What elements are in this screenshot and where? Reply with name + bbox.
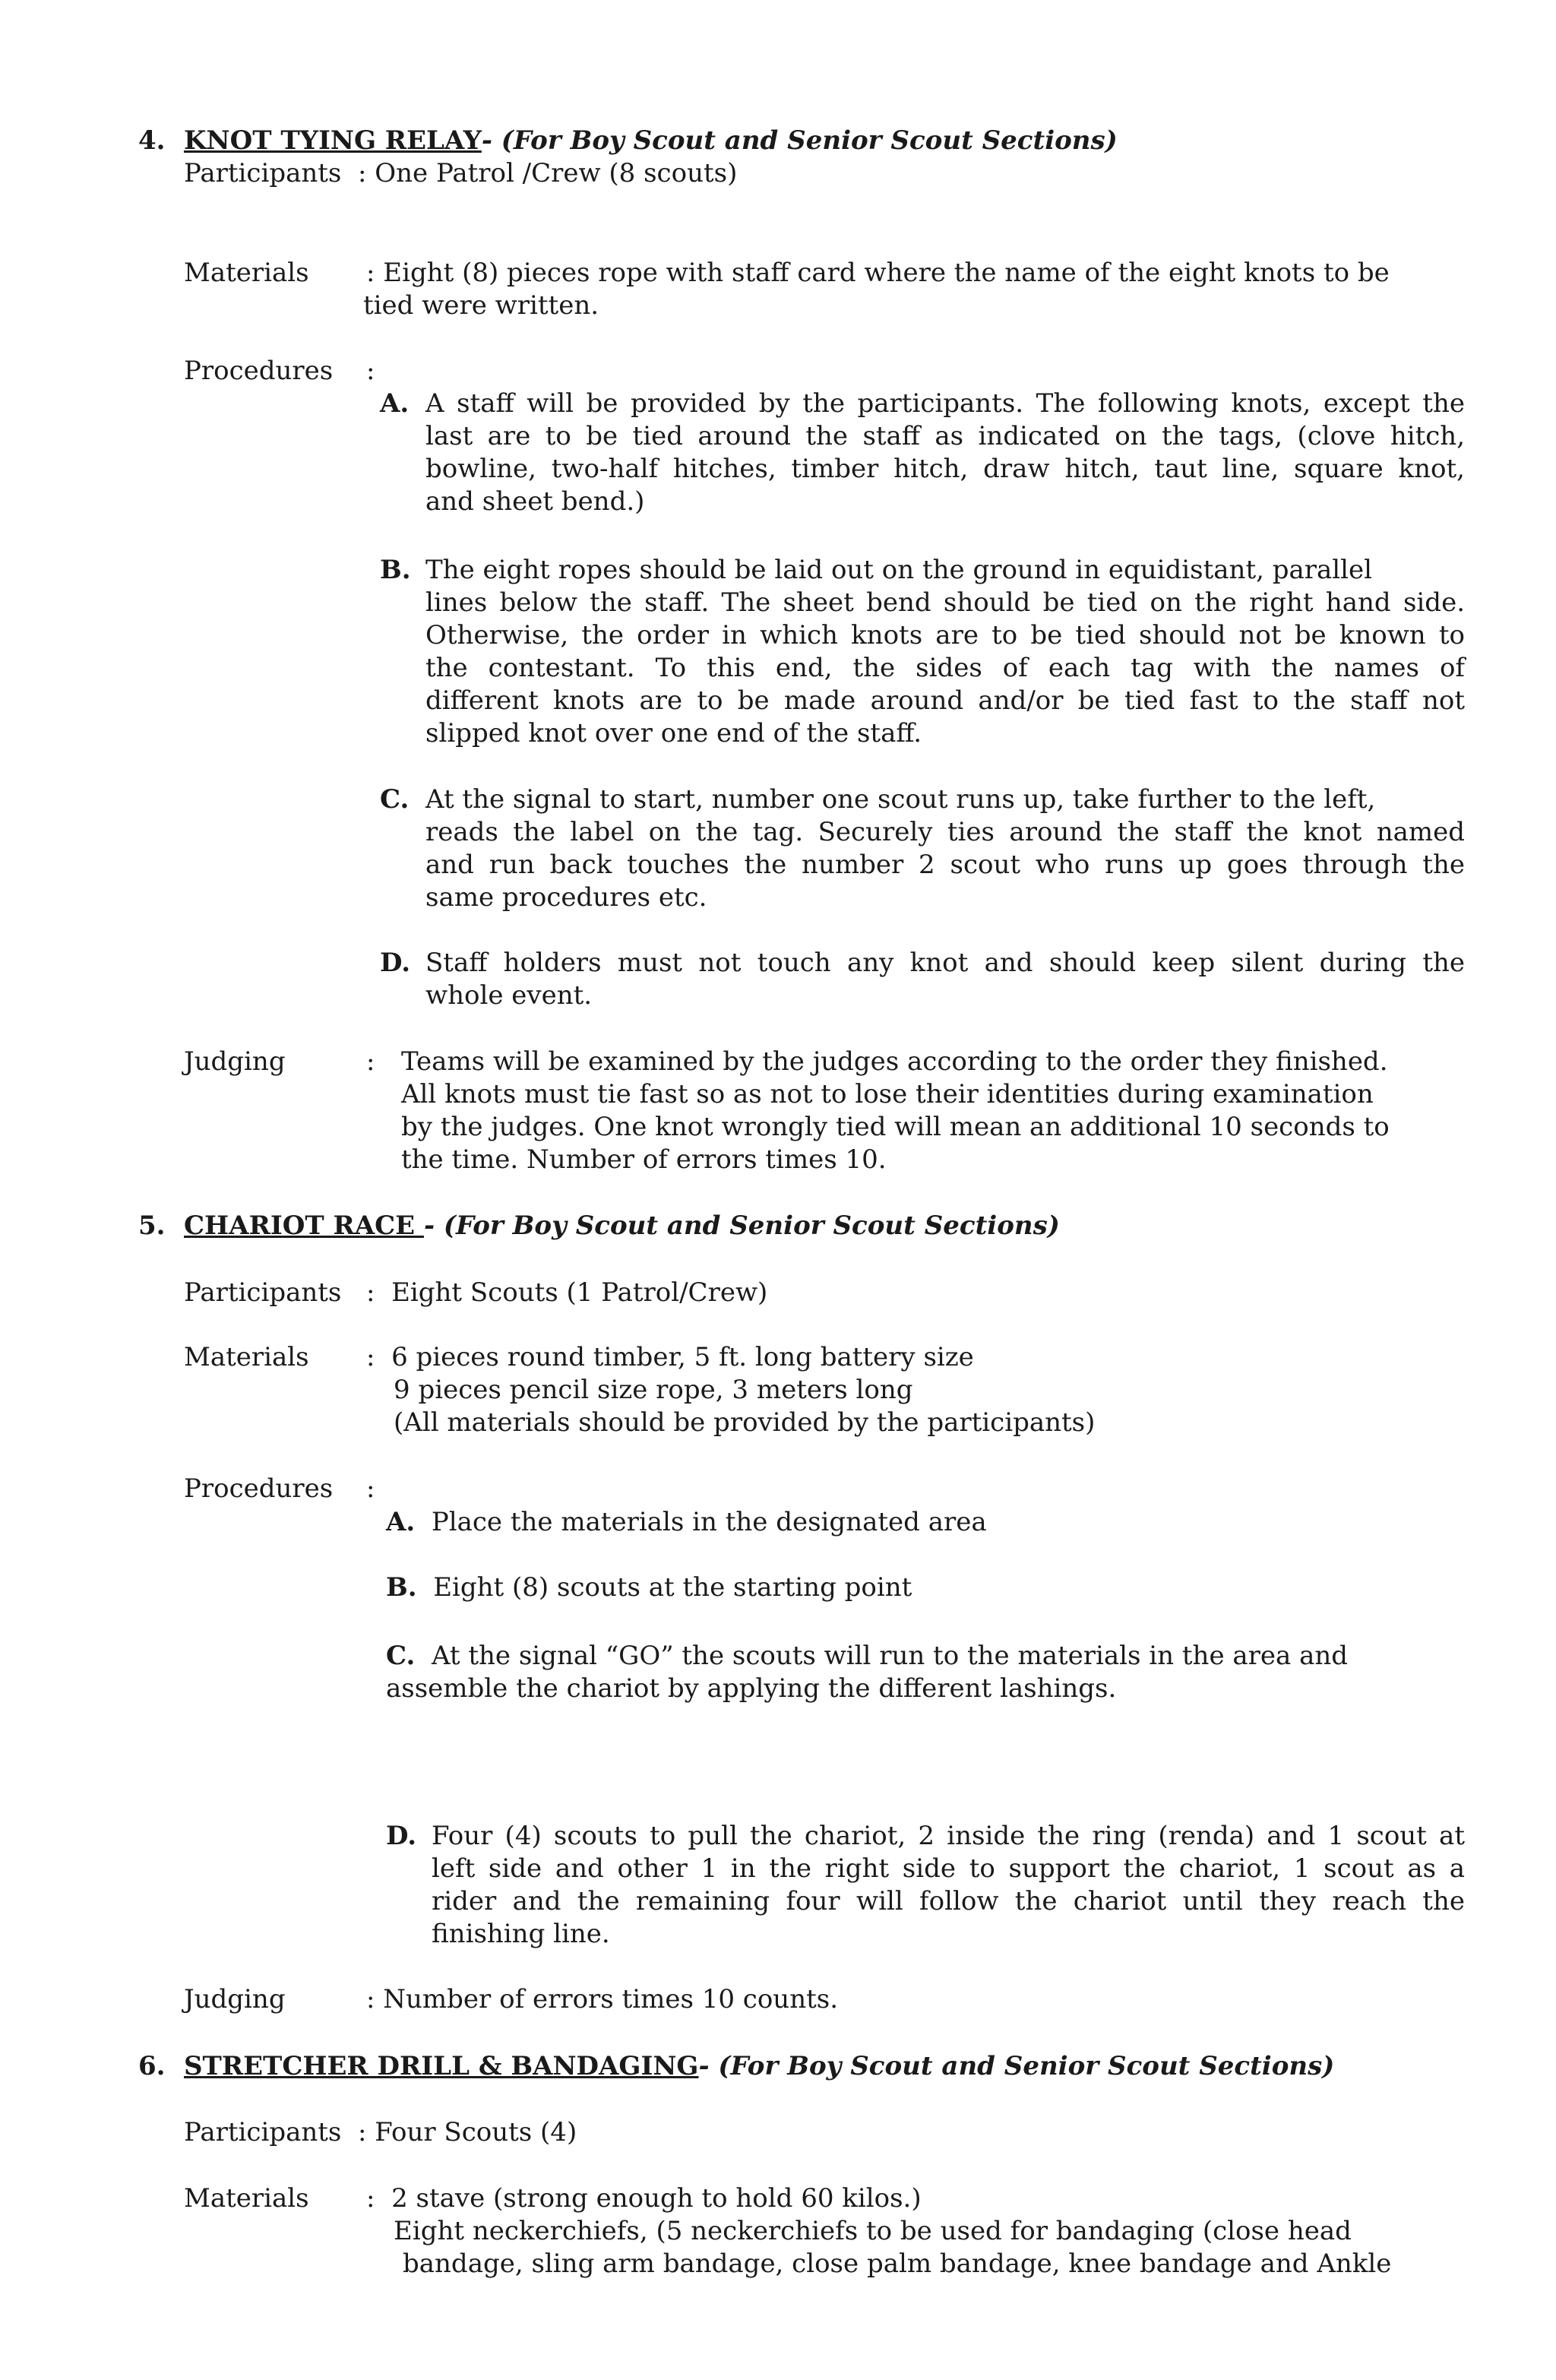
procedure-letter-a: A. (380, 388, 410, 419)
judging-line: the time. Number of errors times 10. (401, 1144, 887, 1175)
procedure-letter-d: D. (386, 1821, 417, 1851)
section-5-number: 5. (138, 1211, 166, 1241)
section-4-participants (184, 157, 737, 190)
procedure-line: same procedures etc. (425, 882, 707, 913)
procedure-c-text (425, 783, 1465, 914)
procedure-line: last are to be tied around the staff as indicated on the tags, (clove hitch, (425, 421, 1465, 451)
section-6-title: STRETCHER DRILL & BANDAGING (184, 2051, 699, 2081)
procedure-letter-c: C. (380, 784, 410, 815)
materials-line: : 6 pieces round timber, 5 ft. long battery size (366, 1342, 974, 1372)
section-5-procedure-b (386, 1571, 912, 1604)
section-5-materials-label: Materials (184, 1342, 309, 1372)
procedure-a-text (425, 388, 1465, 518)
judging-line: by the judges. One knot wrongly tied will mean an additional 10 seconds to (401, 1112, 1390, 1142)
procedure-line: left side and other 1 in the right side to support the chariot, 1 scout as a (432, 1853, 1465, 1884)
section-4-judging-text (401, 1046, 1390, 1176)
procedure-line: the contestant. To this end, the sides of each tag with the names of (425, 653, 1465, 683)
procedure-line: slipped knot over one end of the staff. (425, 718, 922, 748)
procedures-colon: : (366, 356, 375, 386)
section-6-participants (184, 2116, 577, 2149)
judging-colon: : (366, 1046, 375, 1077)
section-5-materials (366, 1341, 1095, 1439)
procedure-letter-b: B. (380, 555, 411, 585)
procedure-b-text: Eight (8) scouts at the starting point (433, 1572, 912, 1603)
procedure-line: different knots are to be made around and/or be tied fast to the staff not (425, 685, 1465, 716)
section-4-materials (363, 257, 1390, 322)
section-4-judging-label: Judging (184, 1046, 286, 1077)
procedure-line: rider and the remaining four will follow the chariot until they reach the (432, 1886, 1465, 1916)
section-5-subtitle: - (For Boy Scout and Senior Scout Sections) (423, 1211, 1060, 1241)
section-4-number: 4. (138, 125, 166, 156)
section-5-heading (184, 1210, 1060, 1242)
section-6-materials (366, 2182, 1391, 2280)
judging-line: Teams will be examined by the judges according to the order they finished. (401, 1046, 1388, 1077)
section-5-procedure-a (386, 1506, 987, 1539)
procedure-line: assemble the chariot by applying the different lashings. (386, 1673, 1117, 1704)
procedure-line: and run back touches the number 2 scout who runs up goes through the (425, 850, 1465, 880)
procedure-line: Otherwise, the order in which knots are to be tied should not be known to (425, 620, 1465, 650)
section-5-procedures-label: Procedures (184, 1473, 334, 1504)
section-5-procedure-c (386, 1640, 1348, 1705)
section-4-procedures-label: Procedures (184, 356, 334, 386)
judging-line: All knots must tie fast so as not to lose their identities during examination (401, 1079, 1374, 1109)
materials-line: : Eight (8) pieces rope with staff card where the name of the eight knots to be (366, 258, 1390, 288)
materials-line: bandage, sling arm bandage, close palm bandage, knee bandage and Ankle (403, 2249, 1392, 2279)
participants-label: Participants (184, 158, 342, 188)
section-5-judging-label: Judging (184, 1984, 286, 2014)
procedure-line: A staff will be provided by the participants. The following knots, except the (425, 388, 1465, 419)
procedure-line: At the signal to start, number one scout runs up, take further to the left, (425, 784, 1376, 815)
procedure-line: bowline, two-half hitches, timber hitch, draw hitch, taut line, square knot, (425, 454, 1465, 484)
section-4-heading (184, 125, 1118, 157)
materials-line: : 2 stave (strong enough to hold 60 kilos.) (366, 2183, 922, 2214)
section-6-subtitle: - (For Boy Scout and Senior Scout Sections) (698, 2051, 1335, 2081)
procedure-letter-a: A. (386, 1507, 416, 1537)
procedure-d-text (425, 947, 1465, 1012)
section-5-procedure-d-text (432, 1820, 1465, 1951)
section-5-participants-label: Participants (184, 1277, 342, 1308)
section-4-title: KNOT TYING RELAY (184, 125, 482, 156)
procedure-line: reads the label on the tag. Securely ties around the staff the knot named (425, 817, 1465, 847)
section-4-materials-label: Materials (184, 258, 309, 288)
procedure-line: and sheet bend.) (425, 486, 645, 517)
procedure-line: finishing line. (432, 1919, 610, 1949)
procedure-letter-d: D. (380, 948, 411, 978)
procedures-colon: : (366, 1473, 375, 1504)
section-4-subtitle: - (For Boy Scout and Senior Scout Sections) (481, 125, 1118, 156)
participants-label: Participants (184, 2117, 342, 2147)
procedure-line: whole event. (425, 980, 593, 1011)
section-5-judging-value: : Number of errors times 10 counts. (366, 1984, 839, 2014)
section-5-participants-value: : Eight Scouts (1 Patrol/Crew) (366, 1277, 768, 1308)
procedure-a-text: Place the materials in the designated area (431, 1507, 987, 1537)
procedure-line: Four (4) scouts to pull the chariot, 2 inside the ring (renda) and 1 scout at (432, 1821, 1465, 1851)
materials-line: (All materials should be provided by the participants) (394, 1407, 1096, 1438)
section-6-materials-label: Materials (184, 2183, 309, 2214)
section-6-number: 6. (138, 2051, 166, 2081)
materials-line: Eight neckerchiefs, (5 neckerchiefs to be used for bandaging (close head (394, 2216, 1352, 2246)
participants-value: : Four Scouts (4) (358, 2117, 577, 2147)
materials-line: tied were written. (363, 290, 599, 321)
procedure-line: lines below the staff. The sheet bend should be tied on the right hand side. (425, 587, 1465, 618)
participants-value: : One Patrol /Crew (8 scouts) (358, 158, 738, 188)
procedure-letter-c: C. (386, 1641, 416, 1671)
procedure-line: The eight ropes should be laid out on the ground in equidistant, parallel (425, 555, 1373, 585)
procedure-line: At the signal “GO” the scouts will run to the materials in the area and (431, 1641, 1349, 1671)
materials-line: 9 pieces pencil size rope, 3 meters long (394, 1375, 913, 1405)
section-5-title: CHARIOT RACE (184, 1211, 424, 1241)
section-6-heading (184, 2050, 1334, 2083)
procedure-letter-b: B. (386, 1572, 417, 1603)
procedure-b-text (425, 554, 1465, 750)
procedure-line: Staff holders must not touch any knot and should keep silent during the (425, 948, 1465, 978)
